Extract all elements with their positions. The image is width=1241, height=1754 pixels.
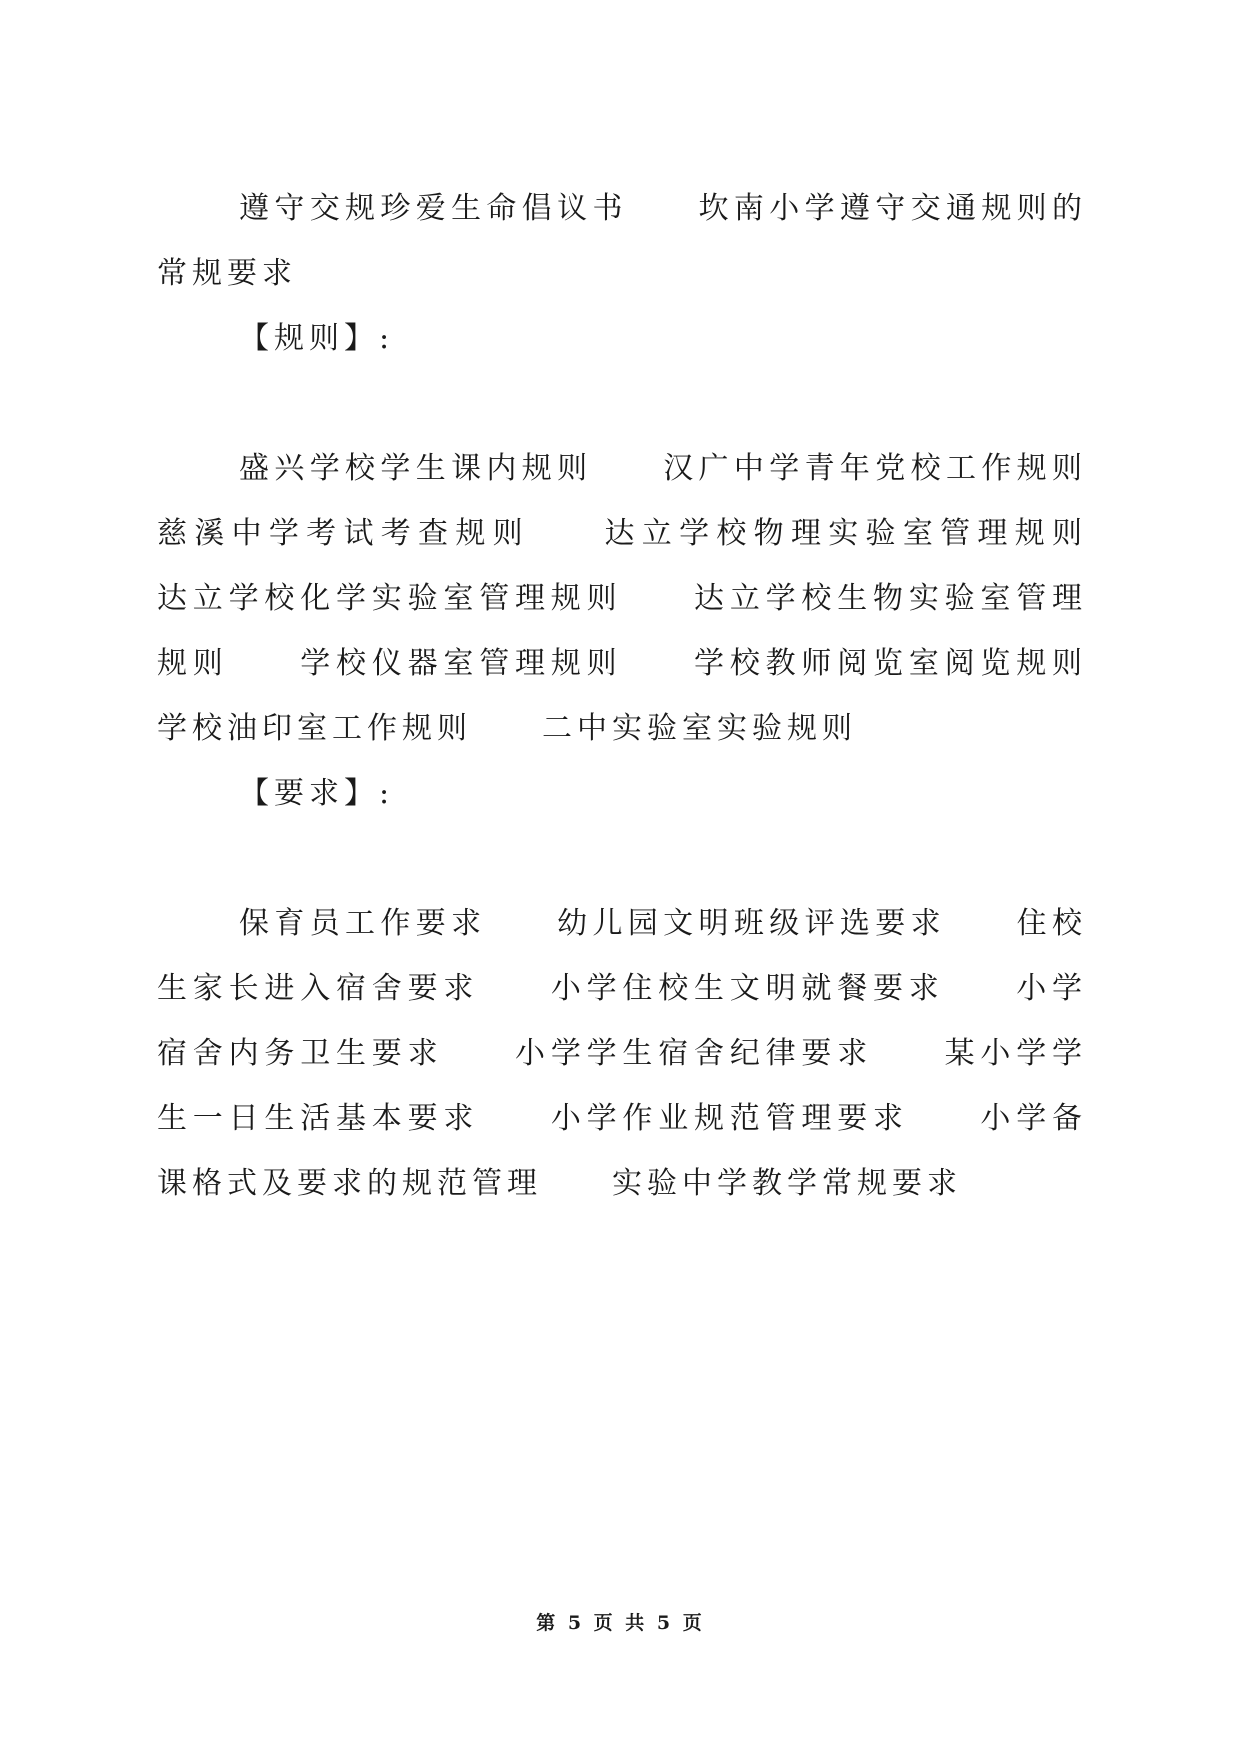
rules-heading: 【规则】: (239, 321, 395, 356)
link-item[interactable]: 达立学校物理实验室管理规则 (604, 516, 1088, 551)
link-item[interactable]: 小学作业规范管理要求 (550, 1101, 909, 1136)
link-item[interactable]: 实验中学教学常规要求 (612, 1166, 962, 1201)
link-item[interactable]: 小学住校生文明就餐要求 (550, 971, 945, 1006)
link-item[interactable]: 住校生家长进入宿舍要求 (157, 906, 1088, 1006)
link-item[interactable]: 学校教师阅览室阅览规则 (694, 646, 1088, 681)
link-item[interactable]: 盛兴学校学生课内规则 (239, 451, 593, 486)
spacer (157, 371, 1087, 436)
requirements-list (157, 891, 1087, 1216)
intro-paragraph (157, 176, 1087, 306)
link-item[interactable]: 幼儿园文明班级评选要求 (557, 906, 946, 941)
link-item[interactable]: 达立学校化学实验室管理规则 (157, 581, 623, 616)
link-item[interactable]: 小学学生宿舍纪律要求 (515, 1036, 874, 1071)
document-body (157, 176, 1087, 1216)
link-item[interactable]: 学校仪器室管理规则 (300, 646, 623, 681)
link-item[interactable]: 慈溪中学考试考查规则 (157, 516, 530, 551)
spacer (157, 826, 1087, 891)
link-item[interactable]: 达立学校生物实验室管理规则 (157, 581, 1088, 681)
rules-list (157, 436, 1087, 761)
link-item[interactable]: 小学宿舍内务卫生要求 (157, 971, 1088, 1071)
link-item[interactable]: 二中实验室实验规则 (542, 711, 857, 746)
link-item[interactable]: 保育员工作要求 (239, 906, 487, 941)
page-number-footer: 第 5 页 共 5 页 (536, 1612, 705, 1634)
link-item[interactable]: 汉广中学青年党校工作规则 (663, 451, 1088, 486)
link-item[interactable]: 学校油印室工作规则 (157, 711, 472, 746)
requirements-heading: 【要求】: (239, 776, 395, 811)
link-item[interactable]: 小学备课格式及要求的规范管理 (157, 1101, 1088, 1201)
link-item[interactable]: 遵守交规珍爱生命倡议书 (239, 191, 628, 226)
link-item[interactable]: 某小学学生一日生活基本要求 (157, 1036, 1088, 1136)
link-item[interactable]: 坎南小学遵守交通规则的常规要求 (157, 191, 1088, 291)
